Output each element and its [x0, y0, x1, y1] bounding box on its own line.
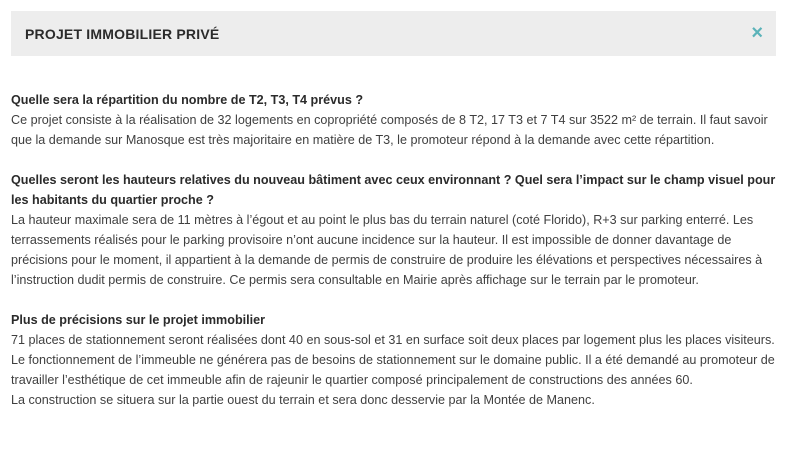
faq-section-hauteurs [11, 170, 776, 290]
faq-answer: La construction se situera sur la partie ouest du terrain et sera donc desservie par la Montée de Manenc. [11, 393, 595, 407]
faq-section-repartition [11, 90, 776, 150]
faq-question: Quelle sera la répartition du nombre de T2, T3, T4 prévus ? [11, 93, 364, 107]
faq-answer: La hauteur maximale sera de 11 mètres à l’égout et au point le plus bas du terrain naturel (coté Florido), R+3 sur parking enterré. Les terrassements réalisés pour le parking provisoire n’ont aucune incidence sur la hauteur. Il est impossible de donner davantage de précisions pour le moment, il appartient à la demande de permis de construire de produire les élévations et perspectives nécessaires à l’instruction dudit permis de construire. Ce permis sera consultable en Mairie après affichage sur le terrain par le promoteur. [11, 213, 763, 287]
faq-question: Quelles seront les hauteurs relatives du nouveau bâtiment avec ceux environnant ? Quel sera l’impact sur le champ visuel pour les habitants du quartier proche ? [11, 173, 776, 207]
modal-content [11, 56, 776, 410]
faq-answer: Ce projet consiste à la réalisation de 32 logements en copropriété composés de 8 T2, 17 T3 et 7 T4 sur 3522 m² de terrain. Il faut savoir que la demande sur Manosque est très majoritaire en matière de T3, le promoteur répond à la demande avec cette répartition. [11, 113, 768, 147]
modal-title: PROJET IMMOBILIER PRIVÉ [25, 25, 220, 42]
close-icon[interactable]: × [751, 22, 763, 44]
modal-panel [11, 11, 776, 410]
faq-answer: 71 places de stationnement seront réalisées dont 40 en sous-sol et 31 en surface soit deux places par logement plus les places visiteurs. Le fonctionnement de l’immeuble ne générera pas de besoins de stationnement sur le domaine public. Il a été demandé au promoteur de travailler l’esthétique de cet immeuble afin de rajeunir le quartier composé principalement de constructions des années 60. [11, 333, 775, 387]
modal-header [11, 11, 776, 56]
faq-question: Plus de précisions sur le projet immobilier [11, 313, 266, 327]
faq-section-precisions [11, 310, 776, 410]
